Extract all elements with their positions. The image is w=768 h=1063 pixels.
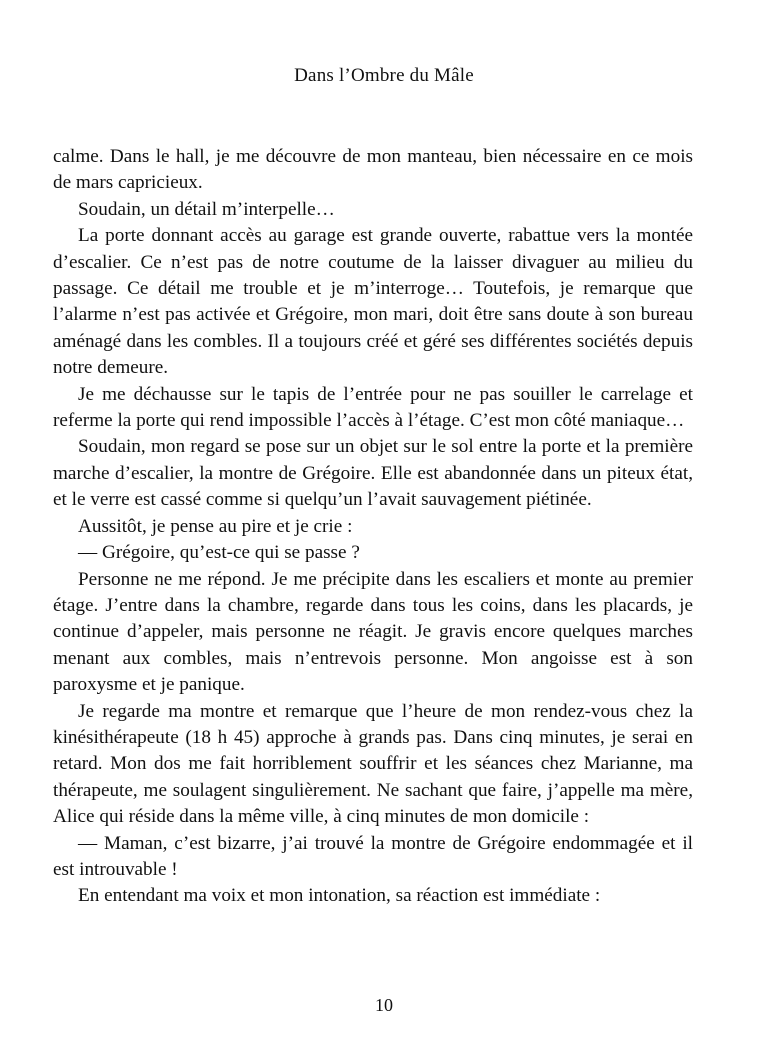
- running-head-title: Dans l’Ombre du Mâle: [294, 65, 474, 86]
- paragraph: Soudain, mon regard se pose sur un objet sur le sol entre la porte et la première marche d’escalier, la montre de Grégoire. Elle est abandonnée dans un piteux état, et le verre est cassé comme si quelqu’un l’avait sauvagement piétinée.: [53, 436, 693, 511]
- page-number: 10: [375, 995, 393, 1015]
- paragraph: Je regarde ma montre et remarque que l’heure de mon rendez-vous chez la kinésithérapeute (18 h 45) approche à grands pas. Dans cinq minutes, je serai en retard. Mon dos me fait horriblement souffrir et les séances chez Marianne, ma thérapeute, me soulagent singulièrement. Ne sachant que faire, j’appelle ma mère, Alice qui réside dans la même ville, à cinq minutes de mon domicile :: [53, 700, 693, 828]
- paragraph: La porte donnant accès au garage est grande ouverte, rabattue vers la montée d’escalier. Ce n’est pas de notre coutume de la laisser divaguer au milieu du passage. Ce détail me trouble et je m’interroge… Toutefois, je remarque que l’alarme n’est pas activée et Grégoire, mon mari, doit être sans doute à son bureau aménagé dans les combles. Il a toujours créé et géré ses différentes sociétés depuis notre demeure.: [53, 225, 693, 379]
- paragraph: Je me déchausse sur le tapis de l’entrée pour ne pas souiller le carrelage et referme la porte qui rend impossible l’accès à l’étage. C’est mon côté maniaque…: [53, 383, 693, 432]
- paragraph: En entendant ma voix et mon intonation, sa réaction est immédiate :: [78, 885, 601, 907]
- paragraph: calme. Dans le hall, je me découvre de mon manteau, bien nécessaire en ce mois de mars capricieux.: [53, 146, 693, 194]
- paragraph: Aussitôt, je pense au pire et je crie :: [78, 515, 353, 537]
- dialogue-line: — Maman, c’est bizarre, j’ai trouvé la montre de Grégoire endommagée et il est introuvable !: [53, 832, 693, 880]
- body-text: [53, 144, 693, 910]
- paragraph: Personne ne me répond. Je me précipite dans les escaliers et monte au premier étage. J’entre dans la chambre, regarde dans tous les coins, dans les placards, je continue d’appeler, mais personne ne réagit. Je gravis encore quelques marches menant aux combles, mais n’entrevois personne. Mon angoisse est à son paroxysme et je panique.: [53, 568, 693, 696]
- dialogue-line: — Grégoire, qu’est-ce qui se passe ?: [78, 542, 360, 564]
- paragraph: Soudain, un détail m’interpelle…: [78, 198, 335, 220]
